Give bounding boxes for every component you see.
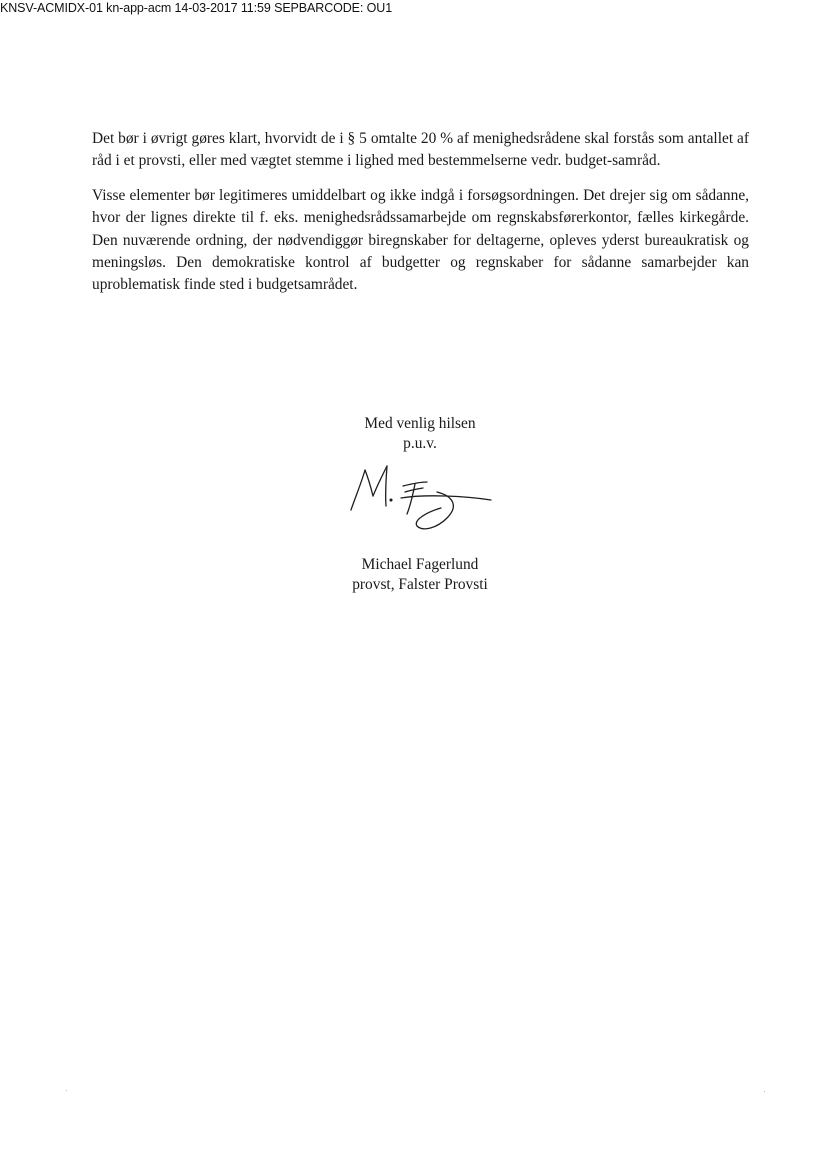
scan-speck	[66, 1090, 67, 1091]
sender-name: Michael Fagerlund	[361, 556, 479, 573]
scan-speck	[764, 1091, 765, 1092]
on-behalf-note: p.u.v.	[403, 435, 437, 452]
handwritten-signature	[345, 462, 495, 537]
closing-block	[300, 414, 540, 454]
salutation: Med venlig hilsen	[364, 415, 476, 432]
letter-body	[92, 128, 749, 309]
paragraph-budget-samraad: Det bør i øvrigt gøres klart, hvorvidt de i § 5 omtalte 20 % af menighedsrådene skal forstås som antallet af råd i et provsti, eller med vægtet stemme i lighed med bestemmelserne vedr. budget-samråd.	[92, 130, 749, 170]
sender-block	[300, 555, 540, 595]
sender-title: provst, Falster Provsti	[352, 576, 488, 593]
paragraph-legitimering: Visse elementer bør legitimeres umiddelbart og ikke indgå i forsøgsordningen. Det drejer sig om sådanne, hvor der lignes direkte til f. eks. menighedsrådssamarbejde om regnskabsførerkontor, fælles kirkegårde. Den nuværende ordning, der nødvendiggør biregnskaber for deltagerne, opleves yderst bureaukratisk og meningsløs. Den demokratiske kontrol af budgetter og regnskaber for sådanne samarbejder kan uproblematisk finde sted i budgetsamrådet.	[92, 186, 749, 294]
scan-header-stamp: KNSV-ACMIDX-01 kn-app-acm 14-03-2017 11:59 SEPBARCODE: OU1	[0, 1, 393, 15]
